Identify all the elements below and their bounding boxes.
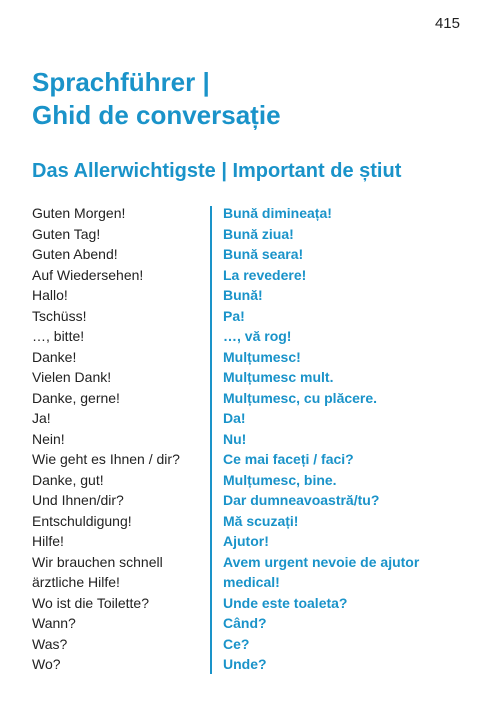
phrase-row <box>32 285 472 306</box>
phrase-row <box>32 244 472 265</box>
phrase-romanian: Bună ziua! <box>223 225 294 242</box>
phrase-row <box>32 552 472 573</box>
phrase-romanian: Bună! <box>223 287 263 304</box>
phrase-row <box>32 367 472 388</box>
phrase-german: Guten Tag! <box>32 225 101 242</box>
phrase-romanian: Ajutor! <box>223 533 269 550</box>
phrase-row <box>32 470 472 491</box>
phrase-german: Ja! <box>32 410 51 427</box>
phrase-romanian: Mulțumesc! <box>223 348 301 365</box>
phrase-row <box>32 490 472 511</box>
phrase-row <box>32 429 472 450</box>
phrase-german: ärztliche Hilfe! <box>32 574 120 591</box>
phrase-german: Entschuldigung! <box>32 512 132 529</box>
phrase-german: Danke, gerne! <box>32 389 120 406</box>
phrase-romanian: Ce mai faceți / faci? <box>223 451 354 468</box>
phrase-romanian: Avem urgent nevoie de ajutor <box>223 553 420 570</box>
phrase-romanian: …, vă rog! <box>223 328 292 345</box>
phrase-german: Und Ihnen/dir? <box>32 492 124 509</box>
phrase-row <box>32 634 472 655</box>
phrase-romanian: Mulțumesc, bine. <box>223 471 337 488</box>
page-title <box>32 66 281 132</box>
phrase-german: Guten Morgen! <box>32 205 126 222</box>
phrase-row <box>32 613 472 634</box>
phrase-row <box>32 388 472 409</box>
phrase-german: Vielen Dank! <box>32 369 112 386</box>
phrase-romanian: Mulțumesc mult. <box>223 369 334 386</box>
phrase-german: Guten Abend! <box>32 246 118 263</box>
phrase-row <box>32 306 472 327</box>
phrase-german: Wo? <box>32 656 61 673</box>
phrase-row <box>32 408 472 429</box>
phrase-german: Wo ist die Toilette? <box>32 594 149 611</box>
phrase-row <box>32 326 472 347</box>
phrase-row <box>32 593 472 614</box>
phrase-romanian: Bună seara! <box>223 246 304 263</box>
page-title-line-2: Ghid de conversație <box>32 100 281 130</box>
phrase-romanian: Pa! <box>223 307 245 324</box>
phrase-german: Hilfe! <box>32 533 64 550</box>
phrase-german: Was? <box>32 635 68 652</box>
phrase-list <box>32 203 472 675</box>
phrase-romanian: La revedere! <box>223 266 307 283</box>
phrase-row <box>32 531 472 552</box>
phrase-german: Auf Wiedersehen! <box>32 266 144 283</box>
phrase-german: Nein! <box>32 430 65 447</box>
phrase-row <box>32 203 472 224</box>
phrase-romanian: Nu! <box>223 430 247 447</box>
phrase-german: Danke, gut! <box>32 471 104 488</box>
phrase-row <box>32 224 472 245</box>
phrase-row <box>32 511 472 532</box>
phrase-row <box>32 265 472 286</box>
phrase-german: Hallo! <box>32 287 68 304</box>
phrase-romanian: Unde? <box>223 656 267 673</box>
phrase-romanian: Mă scuzați! <box>223 512 299 529</box>
phrase-romanian: medical! <box>223 574 280 591</box>
phrase-german: Danke! <box>32 348 77 365</box>
phrase-romanian: Bună dimineața! <box>223 205 332 222</box>
phrase-german: …, bitte! <box>32 328 85 345</box>
phrase-romanian: Da! <box>223 410 246 427</box>
phrase-row <box>32 347 472 368</box>
page-title-line-1: Sprachführer | <box>32 67 210 97</box>
phrase-romanian: Ce? <box>223 635 250 652</box>
section-heading: Das Allerwichtigste | Important de știut <box>32 160 402 182</box>
page-number: 415 <box>434 15 460 32</box>
phrase-romanian: Când? <box>223 615 267 632</box>
phrase-german: Wir brauchen schnell <box>32 553 163 570</box>
phrase-german: Wann? <box>32 615 76 632</box>
phrase-romanian: Unde este toaleta? <box>223 594 348 611</box>
phrase-german: Wie geht es Ihnen / dir? <box>32 451 180 468</box>
phrase-romanian: Dar dumneavoastră/tu? <box>223 492 380 509</box>
phrase-row <box>32 572 472 593</box>
phrase-german: Tschüss! <box>32 307 87 324</box>
phrase-row <box>32 449 472 470</box>
phrase-romanian: Mulțumesc, cu plăcere. <box>223 389 378 406</box>
phrase-row <box>32 654 472 675</box>
